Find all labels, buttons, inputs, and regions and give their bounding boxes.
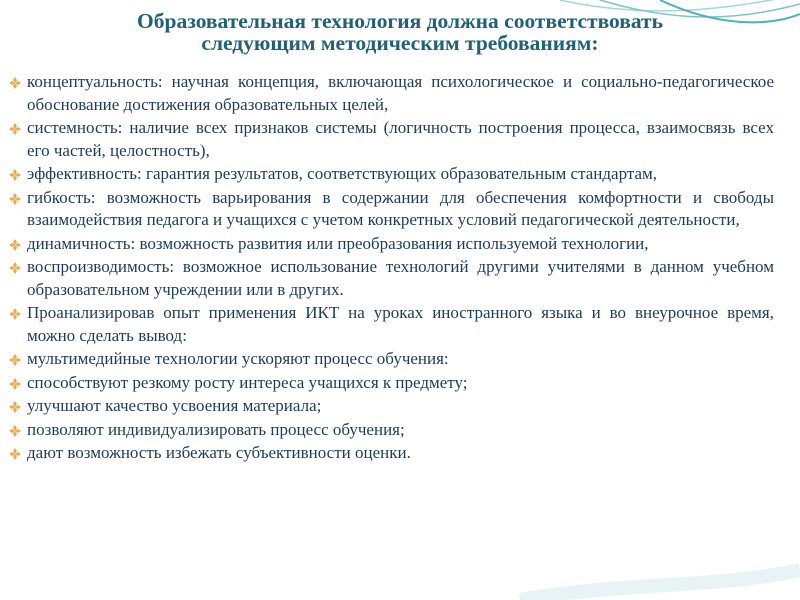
list-item-text: дают возможность избежать субъективности оценки. [27, 443, 411, 462]
list-item-text: системность: наличие всех признаков системы (логичность построения процесса, взаимосвязь всех его частей, целостность), [27, 118, 774, 160]
list-item-text: способствуют резкому росту интереса учащихся к предмету; [27, 372, 468, 392]
list-item [8, 372, 774, 395]
title-line: Образовательная технология должна соответствовать [137, 9, 663, 33]
list-item [8, 71, 774, 116]
list-item [8, 348, 774, 371]
four-diamond-bullet-icon [9, 378, 21, 390]
list-item-text: гибкость: возможность варьирования в содержании для обеспечения комфортности и свободы взаимодействия педагога и учащихся с учетом конкретных условий педагогической деятельности, [27, 187, 774, 229]
list-item [8, 442, 774, 465]
list-item [8, 419, 774, 442]
four-diamond-bullet-icon [9, 239, 21, 251]
four-diamond-bullet-icon [9, 193, 21, 205]
title-line: следующим методическим требованиям: [201, 31, 599, 55]
list-item-text: мультимедийные технологии ускоряют процесс обучения: [27, 349, 449, 368]
requirements-list [8, 71, 774, 466]
list-item-text: Проанализировав опыт применения ИКТ на уроках иностранного языка и во внеурочное время, можно сделать вывод: [27, 303, 774, 345]
four-diamond-bullet-icon [9, 425, 21, 437]
four-diamond-bullet-icon [9, 448, 21, 460]
list-item [8, 163, 774, 186]
list-item [8, 187, 774, 232]
four-diamond-bullet-icon [9, 308, 21, 320]
list-item-text: позволяют индивидуализировать процесс обучения; [27, 419, 405, 439]
list-item-text: эффективность: гарантия результатов, соответствующих образовательным стандартам, [27, 164, 658, 183]
slide-title [20, 10, 780, 54]
four-diamond-bullet-icon [9, 77, 21, 89]
four-diamond-bullet-icon [9, 169, 21, 181]
list-item [8, 256, 774, 301]
four-diamond-bullet-icon [9, 262, 21, 274]
list-item-text: концептуальность: научная концепция, включающая психологическое и социально-педагогическое обоснование достижения образовательных целей, [27, 72, 774, 114]
list-item [8, 233, 774, 256]
list-item [8, 395, 774, 418]
four-diamond-bullet-icon [9, 401, 21, 413]
list-item-text: улучшают качество усвоения материала; [27, 396, 322, 415]
list-item-text: динамичность: возможность развития или преобразования используемой технологии, [27, 233, 649, 253]
four-diamond-bullet-icon [9, 354, 21, 366]
four-diamond-bullet-icon [9, 123, 21, 135]
list-item [8, 117, 774, 162]
list-item [8, 302, 774, 347]
list-item-text: воспроизводимость: возможное использование технологий другими учителями в данном учебном образовательном учреждении или в других. [27, 257, 774, 299]
